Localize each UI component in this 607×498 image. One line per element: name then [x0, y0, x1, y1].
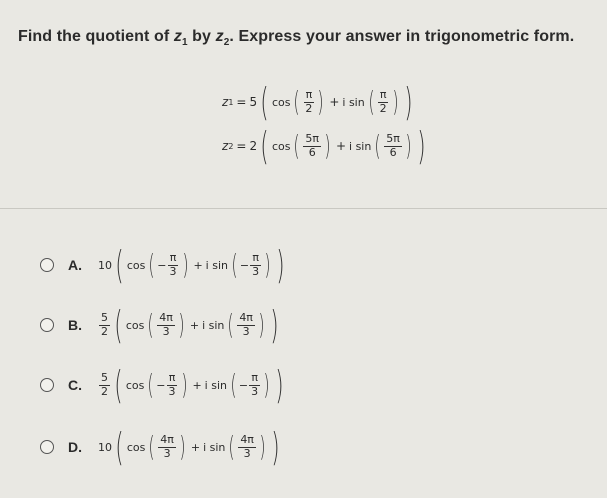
fraction-numerator: π: [305, 87, 313, 101]
plus-sign: +: [193, 258, 203, 272]
open-paren: (: [115, 425, 124, 469]
open-paren: (: [368, 85, 375, 118]
cos-label: cos: [125, 318, 145, 332]
argument-fraction: [158, 434, 176, 460]
close-paren: ): [271, 425, 280, 469]
answer-option-d[interactable]: [40, 425, 283, 469]
close-paren: ): [270, 303, 279, 347]
question-mid: by: [187, 28, 216, 45]
negative-sign: −: [157, 258, 167, 272]
option-coefficient: 10: [98, 440, 112, 454]
option-coefficient: 10: [98, 258, 112, 272]
open-paren: (: [147, 308, 154, 341]
close-paren: ): [276, 243, 285, 287]
open-paren: (: [228, 430, 235, 463]
question-text: [18, 28, 574, 48]
radio-button-b[interactable]: [40, 318, 54, 332]
fraction-numerator: 4π: [159, 310, 173, 324]
close-paren: ): [275, 363, 284, 407]
close-paren: ): [405, 129, 412, 162]
option-letter: A.: [68, 257, 82, 273]
fraction-numerator: 5: [101, 370, 108, 384]
fraction-numerator: 4π: [239, 310, 253, 324]
given-equations: [222, 80, 429, 168]
argument-fraction: [168, 252, 179, 278]
open-paren: (: [230, 368, 237, 401]
given-sub: 2: [228, 141, 234, 151]
equals-sign: =: [236, 95, 247, 109]
fraction-numerator: π: [251, 370, 258, 384]
equals-sign: =: [236, 139, 247, 153]
argument-fraction: [384, 133, 402, 159]
close-paren: ): [180, 368, 187, 401]
option-expression: [98, 303, 282, 347]
option-letter: C.: [68, 377, 82, 393]
argument-fraction: [249, 372, 260, 398]
radio-button-c[interactable]: [40, 378, 54, 392]
argument-fraction: [378, 89, 389, 115]
cos-label: cos: [271, 139, 291, 153]
fraction-numerator: π: [252, 250, 259, 264]
question-prefix: Find the quotient of: [18, 28, 174, 45]
argument-fraction: [237, 312, 255, 338]
negative-sign: −: [238, 378, 249, 392]
argument-fraction: [303, 133, 321, 159]
fraction-numerator: 5π: [305, 131, 320, 145]
open-paren: (: [114, 303, 123, 347]
isin-label: i sin: [342, 95, 365, 109]
close-paren: ): [263, 368, 270, 401]
cos-label: cos: [126, 440, 146, 454]
close-paren: ): [392, 85, 399, 118]
fraction-denominator: 3: [242, 324, 250, 338]
close-paren: ): [403, 80, 413, 124]
isin-label: i sin: [349, 139, 372, 153]
fraction-denominator: 6: [389, 145, 397, 159]
close-paren: ): [258, 308, 265, 341]
fraction-denominator: 2: [379, 101, 387, 115]
given-var: z: [222, 95, 229, 109]
coefficient-fraction: [99, 312, 110, 338]
given-var: z: [222, 139, 229, 153]
divider: [0, 208, 607, 209]
open-paren: (: [147, 368, 154, 401]
fraction-denominator: 3: [252, 264, 260, 278]
fraction-denominator: 2: [101, 384, 108, 398]
open-paren: (: [293, 85, 300, 118]
given-z1: [222, 80, 429, 124]
option-letter: D.: [68, 439, 82, 455]
isin-label: i sin: [203, 440, 226, 454]
fraction-numerator: 4π: [160, 432, 174, 446]
cos-label: cos: [271, 95, 291, 109]
fraction-numerator: π: [168, 370, 176, 384]
open-paren: (: [148, 430, 155, 463]
plus-sign: +: [329, 95, 340, 109]
plus-sign: +: [335, 139, 347, 153]
open-paren: (: [114, 363, 123, 407]
argument-fraction: [238, 434, 256, 460]
close-paren: ): [178, 308, 185, 341]
fraction-denominator: 6: [308, 145, 316, 159]
negative-sign: −: [239, 258, 250, 272]
fraction-denominator: 3: [243, 446, 251, 460]
close-paren: ): [179, 430, 186, 463]
fraction-numerator: π: [379, 87, 387, 101]
cos-label: cos: [126, 258, 146, 272]
close-paren: ): [324, 129, 331, 162]
fraction-numerator: 4π: [240, 432, 254, 446]
close-paren: ): [317, 85, 324, 118]
answer-option-a[interactable]: [40, 243, 288, 287]
option-expression: [98, 425, 283, 469]
cos-label: cos: [125, 378, 145, 392]
fraction-numerator: π: [169, 250, 177, 264]
fraction-denominator: 3: [169, 264, 177, 278]
close-paren: ): [181, 248, 188, 281]
open-paren: (: [231, 248, 238, 281]
close-paren: ): [264, 248, 271, 281]
close-paren: ): [259, 430, 266, 463]
close-paren: ): [417, 124, 426, 168]
given-coefficient: 2: [249, 139, 258, 153]
option-expression: [98, 363, 287, 407]
z1-variable: z: [173, 28, 182, 45]
open-paren: (: [374, 129, 381, 162]
fraction-denominator: 2: [305, 101, 313, 115]
z1-subscript: 1: [181, 37, 188, 49]
fraction-denominator: 2: [101, 324, 108, 338]
coefficient-fraction: [99, 372, 110, 398]
fraction-denominator: 3: [251, 384, 259, 398]
z2-subscript: 2: [223, 37, 230, 49]
z2-variable: z: [215, 28, 224, 45]
argument-fraction: [167, 372, 178, 398]
plus-sign: +: [189, 318, 200, 332]
fraction-denominator: 3: [168, 384, 176, 398]
question-suffix: . Express your answer in trigonometric form.: [229, 28, 575, 45]
fraction-denominator: 3: [162, 324, 170, 338]
given-sub: 1: [228, 97, 234, 107]
negative-sign: −: [156, 378, 166, 392]
open-paren: (: [148, 248, 155, 281]
answer-option-c[interactable]: [40, 363, 287, 407]
open-paren: (: [260, 80, 269, 124]
open-paren: (: [260, 124, 269, 168]
plus-sign: +: [192, 378, 202, 392]
isin-label: i sin: [205, 258, 228, 272]
argument-fraction: [303, 89, 314, 115]
answer-option-b[interactable]: [40, 303, 282, 347]
option-expression: [98, 243, 288, 287]
isin-label: i sin: [202, 318, 225, 332]
fraction-numerator: 5: [101, 310, 108, 324]
fraction-denominator: 3: [163, 446, 171, 460]
fraction-numerator: 5π: [386, 131, 400, 145]
radio-button-d[interactable]: [40, 440, 54, 454]
given-z2: [222, 124, 429, 168]
argument-fraction: [250, 252, 261, 278]
open-paren: (: [293, 129, 300, 162]
radio-button-a[interactable]: [40, 258, 54, 272]
open-paren: (: [115, 243, 124, 287]
plus-sign: +: [190, 440, 201, 454]
given-coefficient: 5: [249, 95, 258, 109]
argument-fraction: [157, 312, 175, 338]
open-paren: (: [227, 308, 234, 341]
isin-label: i sin: [204, 378, 227, 392]
option-letter: B.: [68, 317, 82, 333]
